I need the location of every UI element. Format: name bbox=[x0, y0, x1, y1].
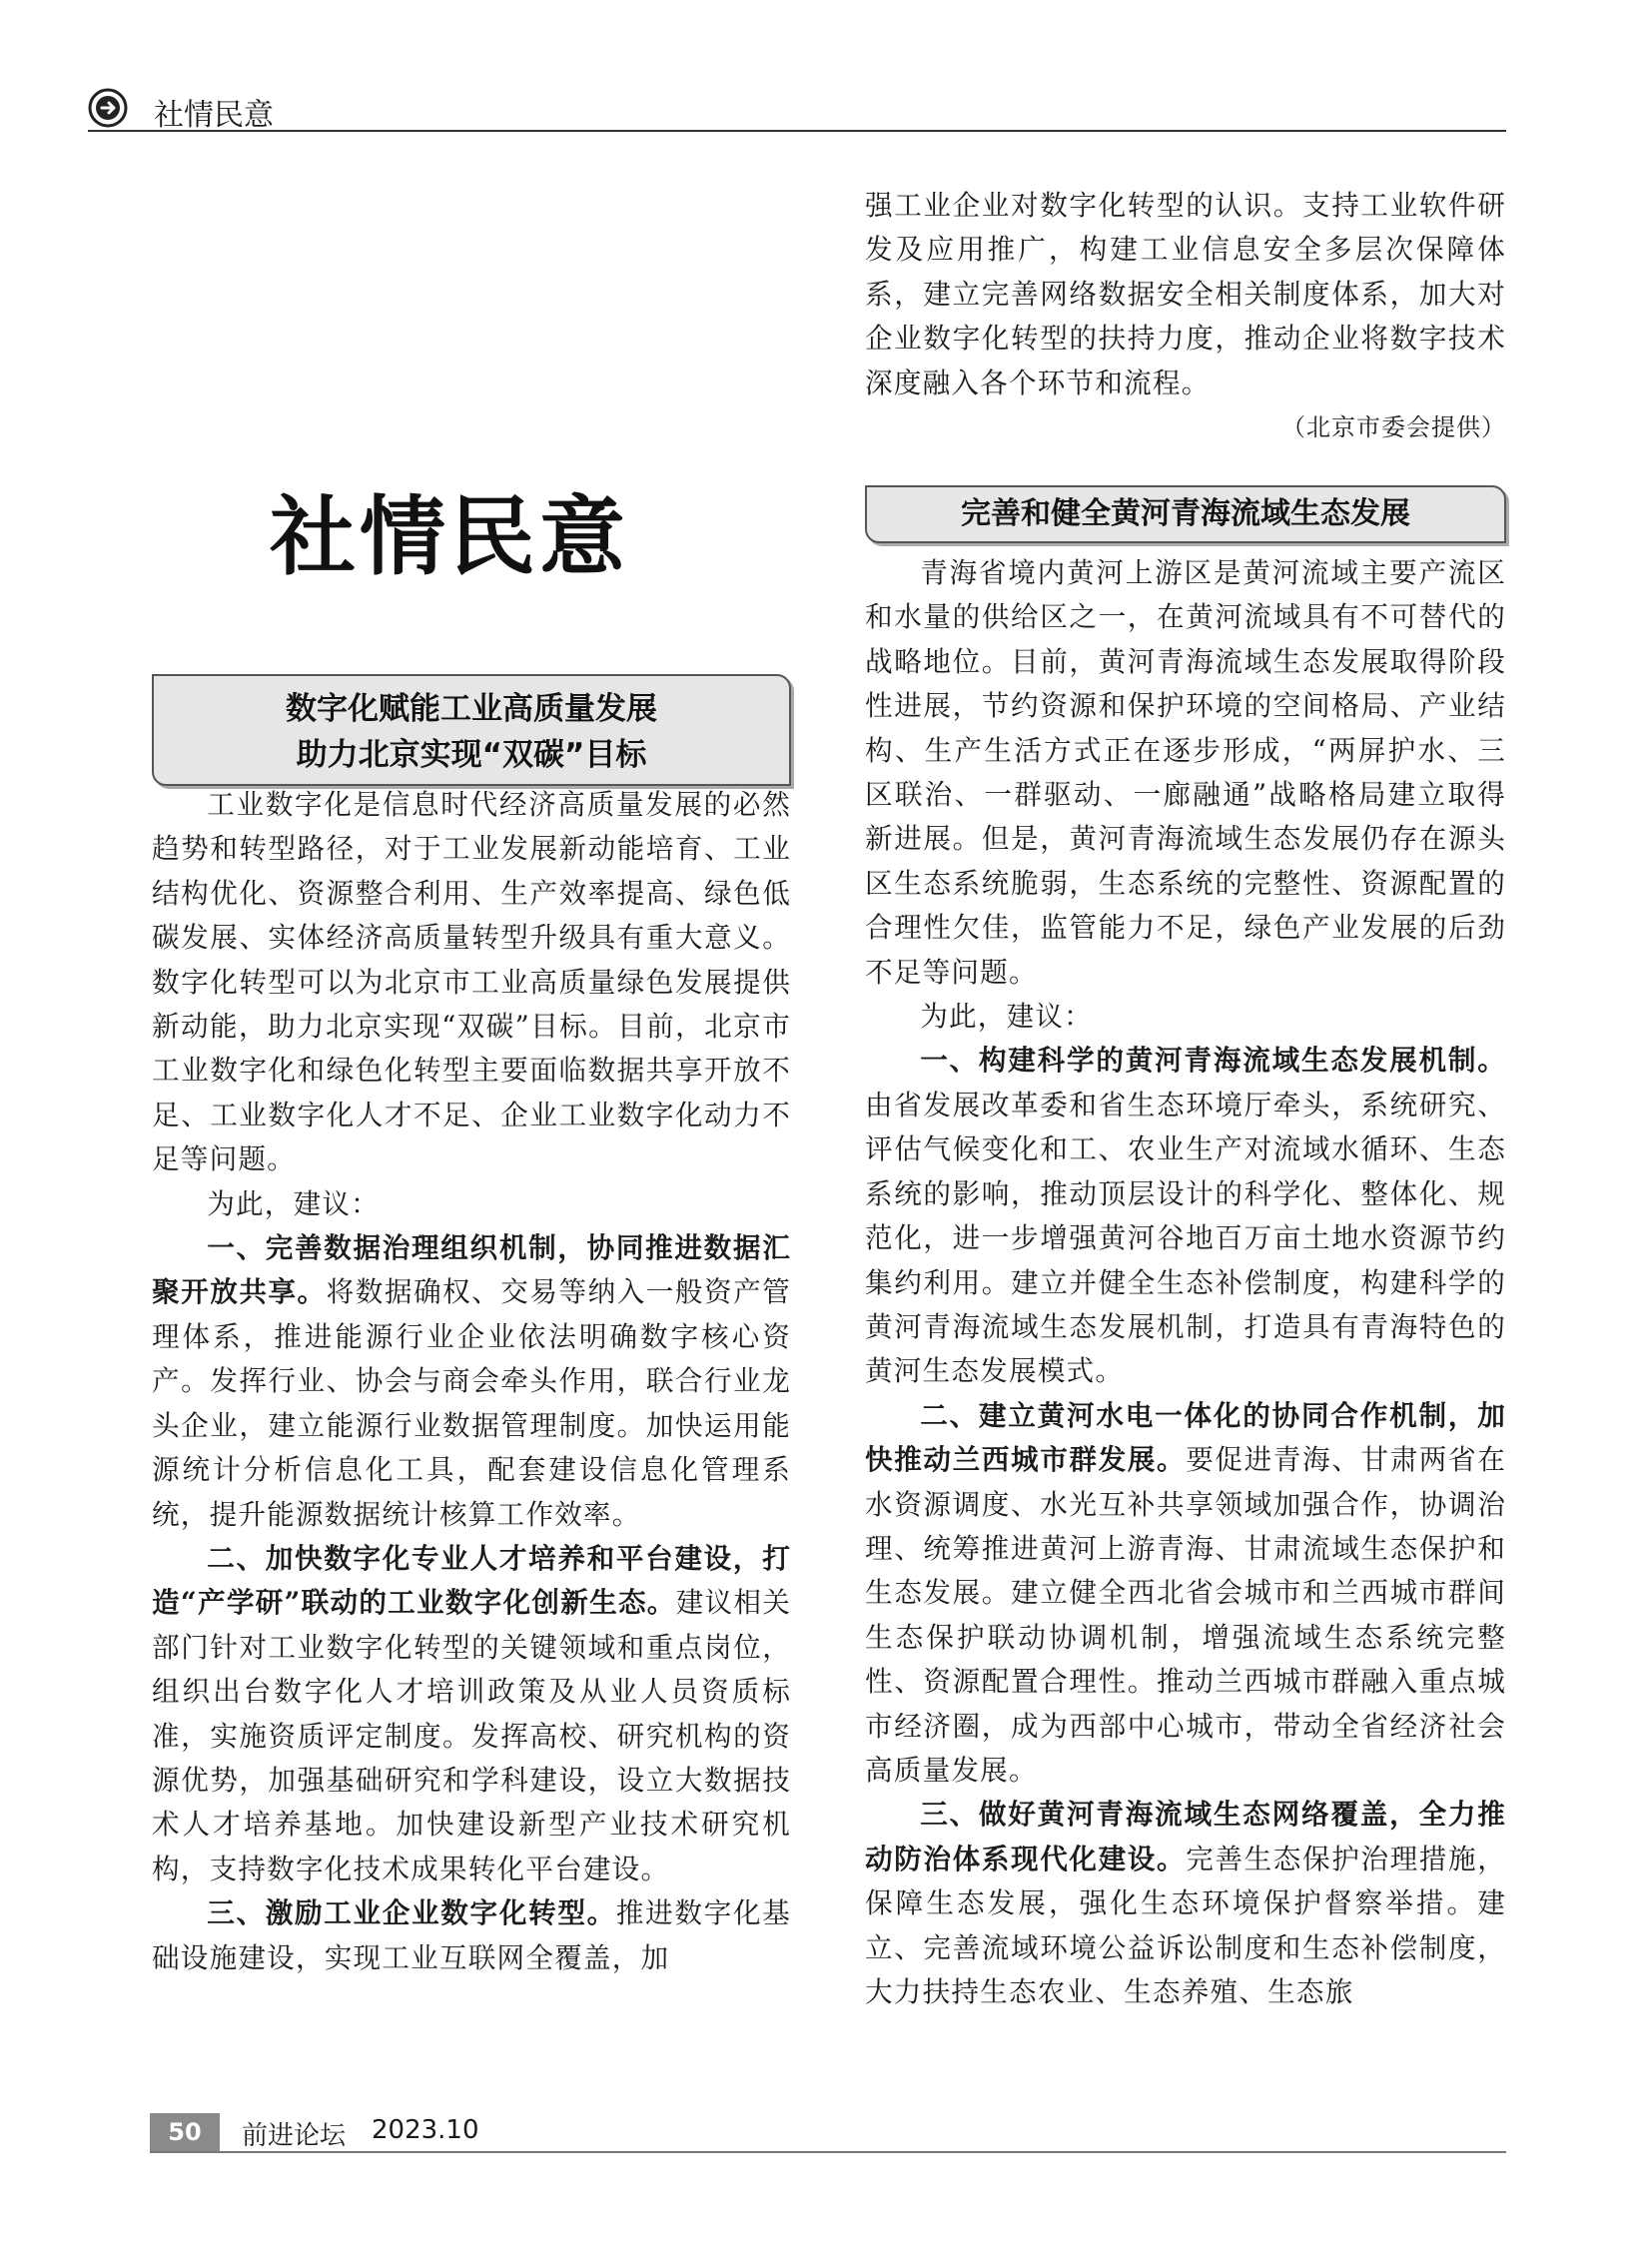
article1-suggestion-1 bbox=[152, 1226, 791, 1537]
article2-paragraph-2: 为此，建议： bbox=[920, 1000, 1093, 1034]
page-title: 社情民意 bbox=[270, 487, 629, 587]
section-label: 社情民意 bbox=[154, 98, 274, 133]
issue-date: 2023.10 bbox=[372, 2115, 479, 2145]
article2-suggestion-3 bbox=[865, 1793, 1506, 2014]
arrow-right-circle-icon bbox=[88, 88, 128, 128]
article1-suggestion-1-text: 将数据确权、交易等纳入一般资产管理体系，推进能源行业企业依法明确数字核心资产。发挥行业、协会与商会牵头作用，联合行业龙头企业，建立能源行业数据管理制度。加快运用能源统计分析信息化工具，配套建设信息化管理系统，提升能源数据统计核算工作效率。 bbox=[152, 1275, 792, 1531]
article1-paragraph-2: 为此，建议： bbox=[207, 1186, 380, 1220]
footer-rule bbox=[150, 2151, 1506, 2153]
article1-paragraph-1: 工业数字化是信息时代经济高质量发展的必然趋势和转型路径，对于工业发展新动能培育、工业结构优化、资源整合利用、生产效率提高、绿色低碳发展、实体经济高质量转型升级具有重大意义。数字化转型可以为北京市工业高质量绿色发展提供新动能，助力北京实现“双碳”目标。目前，北京市工业数字化和绿色化转型主要面临数据共享开放不足、工业数字化人才不足、企业工业数字化动力不足等问题。 bbox=[152, 788, 791, 1176]
article1-continuation bbox=[865, 184, 1506, 449]
article1-title-line2: 助力北京实现“双碳”目标 bbox=[296, 737, 647, 773]
page-number: 50 bbox=[150, 2113, 220, 2151]
page-header bbox=[88, 88, 1506, 132]
article2-paragraph-1: 青海省境内黄河上游区是黄河流域主要产流区和水量的供给区之一，在黄河流域具有不可替代的战略地位。目前，黄河青海流域生态发展取得阶段性进展，节约资源和保护环境的空间格局、产业结构、生产生活方式正在逐步形成，“两屏护水、三区联治、一群驱动、一廊融通”战略格局建立取得新进展。但是，黄河青海流域生态发展仍存在源头区生态系统脆弱，生态系统的完整性、资源配置的合理性欠佳，监管能力不足，绿色产业发展的后劲不足等问题。 bbox=[865, 556, 1506, 989]
article2-body bbox=[865, 551, 1506, 2014]
page-footer bbox=[150, 2113, 1506, 2153]
magazine-name: 前进论坛 bbox=[242, 2121, 347, 2151]
article2-suggestion-1-text: 由省发展改革委和省生态环境厅牵头，系统研究、评估气候变化和工、农业生产对流域水循环、生态系统的影响，推动顶层设计的科学化、整体化、规范化，进一步增强黄河谷地百万亩土地水资源节约集约利用。建立并健全生态补偿制度，构建科学的黄河青海流域生态发展机制，打造具有青海特色的黄河生态发展模式。 bbox=[865, 1088, 1506, 1388]
article1-suggestion-2 bbox=[152, 1537, 791, 1891]
article1-suggestion-2-text: 建议相关部门针对工业数字化转型的关键领域和重点岗位，组织出台数字化人才培训政策及从业人员资质标准，实施资质评定制度。发挥高校、研究机构的资源优势，加强基础研究和学科建设，设立大数据技术人才培养基地。加快建设新型产业技术研究机构，支持数字化技术成果转化平台建设。 bbox=[152, 1586, 791, 1885]
article2-suggestion-2 bbox=[865, 1394, 1506, 1794]
article1-title-line1: 数字化赋能工业高质量发展 bbox=[286, 691, 657, 727]
header-rule bbox=[88, 130, 1506, 132]
article1-suggestion-3 bbox=[152, 1891, 791, 1980]
article2-suggestion-3-text: 完善生态保护治理措施，保障生态发展，强化生态环境保护督察举措。建立、完善流域环境公益诉讼制度和生态补偿制度，大力扶持生态农业、生态养殖、生态旅 bbox=[865, 1842, 1506, 2008]
article2-suggestion-2-text: 要促进青海、甘肃两省在水资源调度、水光互补共享领域加强合作，协调治理、统筹推进黄河上游青海、甘肃流域生态保护和生态发展。建立健全西北省会城市和兰西城市群间生态保护联动协调机制，增强流域生态系统完整性、资源配置合理性。推动兰西城市群融入重点城市经济圈，成为西部中心城市，带动全省经济社会高质量发展。 bbox=[865, 1443, 1506, 1787]
article1-suggestion-1-heading: 一、完善数据治理组织机制，协同推进数据汇聚开放共享。 bbox=[152, 1231, 791, 1309]
article2-title: 完善和健全黄河青海流域生态发展 bbox=[961, 496, 1410, 531]
article1-title-box bbox=[152, 674, 791, 786]
article1-body bbox=[152, 783, 791, 1980]
article1-continuation-text: 强工业企业对数字化转型的认识。支持工业软件研发及应用推广，构建工业信息安全多层次保障体系，建立完善网络数据安全相关制度体系，加大对企业数字化转型的扶持力度，推动企业将数字技术深度融入各个环节和流程。 bbox=[865, 189, 1506, 399]
article1-suggestion-3-text: 推进数字化基础设施建设，实现工业互联网全覆盖，加 bbox=[152, 1896, 792, 1974]
article1-suggestion-2-heading: 二、加快数字化专业人才培养和平台建设，打造“产学研”联动的工业数字化创新生态。 bbox=[152, 1541, 791, 1620]
article1-credit: （北京市委会提供） bbox=[1281, 413, 1506, 442]
article2-suggestion-1 bbox=[865, 1039, 1506, 1393]
article2-suggestion-1-heading: 一、构建科学的黄河青海流域生态发展机制。 bbox=[920, 1044, 1506, 1078]
article1-suggestion-3-heading: 三、激励工业企业数字化转型。 bbox=[207, 1896, 616, 1930]
article2-suggestion-3-heading: 三、做好黄河青海流域生态网络覆盖，全力推动防治体系现代化建设。 bbox=[865, 1798, 1506, 1875]
article2-title-box bbox=[865, 485, 1506, 543]
article2-suggestion-2-heading: 二、建立黄河水电一体化的协同合作机制，加快推动兰西城市群发展。 bbox=[865, 1398, 1506, 1477]
